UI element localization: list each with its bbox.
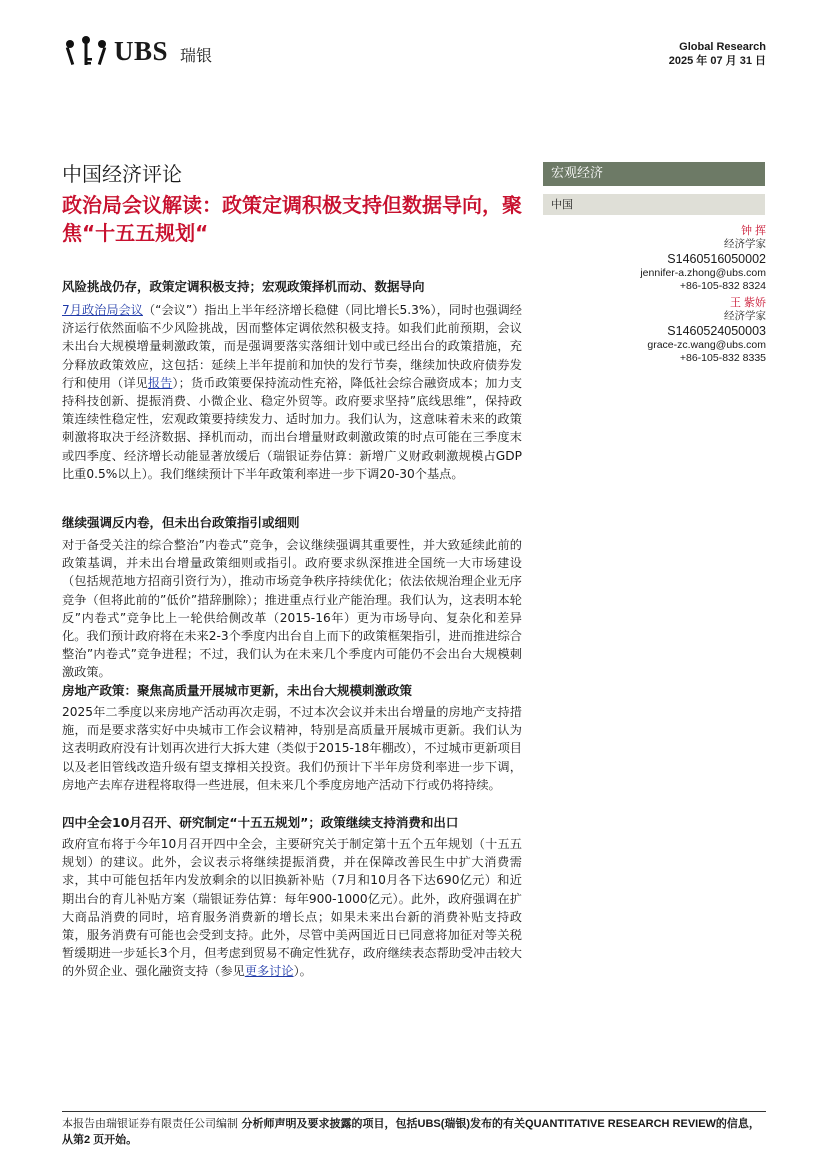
report-meta — [669, 40, 766, 68]
section-text: ）。 — [293, 964, 312, 979]
series-title: 中国经济评论 — [62, 162, 182, 186]
ubs-keys-icon — [62, 34, 110, 68]
footer-divider — [62, 1111, 766, 1112]
ubs-logo — [62, 34, 212, 68]
report-date: 2025 年 07 月 31 日 — [668, 55, 766, 67]
footer-plain: 本报告由瑞银证券有限责任公司编制 — [62, 1117, 242, 1130]
author-name: 王 紫娇 — [729, 297, 766, 309]
author-role: 经济学家 — [724, 238, 766, 250]
author-cert: S1460524050003 — [667, 324, 766, 338]
author-name: 钟 挥 — [740, 225, 766, 237]
section-heading: 房地产政策：聚焦高质量开展城市更新，未出台大规模刺激政策 — [62, 683, 413, 698]
region-bar: 中国 — [543, 194, 765, 215]
author-1 — [640, 224, 766, 293]
section-heading: 继续强调反内卷，但未出台政策指引或细则 — [62, 515, 300, 530]
section-heading: 四中全会10月召开、研究制定“十五五规划”；政策继续支持消费和出口 — [62, 815, 459, 830]
footer-bold: 分析师声明及要求披露的项目，包括UBS(瑞银)发布的有关QUANTITATIVE RESEARCH REVIEW的信息，从第2 页开始。 — [62, 1118, 760, 1146]
section-text: （“会议”）指出上半年经济增长稳健（同比增长5.3%），同时也强调经济运行依然面临不少风险挑战，因而整体定调依然积极支持。如我们此前预期，会议未出台大规模增量刺激政策，而是强调要落实落细计划中或已经出台的政策措施，充分释放政策效应，这包括：延续上半年提前和加快的发行节奏，继续加快政府债券发行和使用（详见 — [62, 303, 522, 390]
section-text: ）；货币政策要保持流动性充裕，降低社会综合融资成本；加力支持科技创新、提振消费、小微企业、稳定外贸等。政府要求坚持”底线思维”，保持政策连续性稳定性，宏观政策要持续发力、适时加力。我们认为，这意味着未来的政策刺激将取决于经济数据、择机而动，而出台增量财政刺激政策的时点可能在三季度末或四季度、经济增长动能显著放缓后（瑞银证券估算：新增广义财政刺激规模占GDP比重0.5%以上）。我们继续预计下半年政策利率进一步下调20-30个基点。 — [62, 375, 523, 481]
headline: 政治局会议解读：政策定调积极支持但数据导向，聚焦“十五五规划“ — [62, 193, 522, 245]
section-body: 对于备受关注的综合整治”内卷式”竞争，会议继续强调其重要性，并大致延续此前的政策基调，并未出台增量政策细则或指引。政府要求纵深推进全国统一大市场建设（包括规范地方招商引资行为），推动市场竞争秩序持续优化；依法依规治理企业无序竞争（但将此前的”低价”措辞删除）；推进重点行业产能治理。我们认为，这表明本轮反”内卷式”竞争比上一轮供给侧改革（2015-16年）更为市场导向、复杂化和差异化。我们预计政府将在未来2-3个季度内出台自上而下的政策框架指引，进而推进综合整治”内卷式”竞争进程；不过，我们认为在未来几个季度内可能仍不会出台大规模刺激政策。 — [62, 538, 522, 680]
author-email[interactable]: grace-zc.wang@ubs.com — [647, 339, 766, 351]
author-2 — [647, 296, 766, 365]
section-body — [62, 301, 522, 483]
section-heading: 风险挑战仍存，政策定调积极支持；宏观政策择机而动、数据导向 — [62, 279, 425, 294]
logo-text: UBS — [114, 35, 169, 66]
footer-disclosure — [62, 1116, 766, 1148]
more-discussion-link[interactable]: 更多讨论 — [244, 964, 294, 979]
author-role: 经济学家 — [724, 310, 766, 322]
report-link[interactable]: 报告 — [147, 375, 173, 390]
category-bar: 宏观经济 — [543, 162, 765, 186]
section-body — [62, 835, 522, 981]
author-phone: +86-105-832 8324 — [679, 280, 766, 292]
section-text: 政府宣布将于今年10月召开四中全会，主要研究关于制定第十五个五年规划（十五五规划）的建议。此外，会议表示将继续提振消费，并在保障改善民生中扩大消费需求，其中可能包括年内发放剩余的以旧换新补贴（7月和10月各下达690亿元）和近期出台的育儿补贴方案（瑞银证券估算：每年900-1000亿元）。此外，政府强调在扩大商品消费的同时，培育服务消费新的增长点；如果未来出台新的消费补贴支持政策，服务消费有可能也会受到支持。此外，尽管中美两国近日已同意将加征对等关税暂缓期进一步延长3个月，但考虑到贸易不确定性犹存，政府继续表态帮助受冲击较大的外贸企业、强化融资支持（参见 — [62, 837, 522, 979]
author-cert: S1460516050002 — [667, 252, 766, 266]
section-body: 2025年二季度以来房地产活动再次走弱，不过本次会议并未出台增量的房地产支持措施，而是要求落实好中央城市工作会议精神，特别是高质量开展城市更新。我们认为这表明政府没有计划再次进行大拆大建（类似于2015-18年棚改），不过城市更新项目以及老旧管线改造升级有望支撑相关投资。我们仍预计下半年房贷利率进一步下调，房地产去库存进程将取得一些进展，但未来几个季度房地产活动下行或仍将持续。 — [62, 705, 522, 792]
author-phone: +86-105-832 8335 — [679, 352, 766, 364]
author-email[interactable]: jennifer-a.zhong@ubs.com — [640, 267, 766, 279]
meeting-link[interactable]: 7月政治局会议 — [62, 303, 143, 317]
logo-cn: 瑞银 — [180, 45, 213, 65]
publisher: Global Research — [679, 41, 766, 53]
